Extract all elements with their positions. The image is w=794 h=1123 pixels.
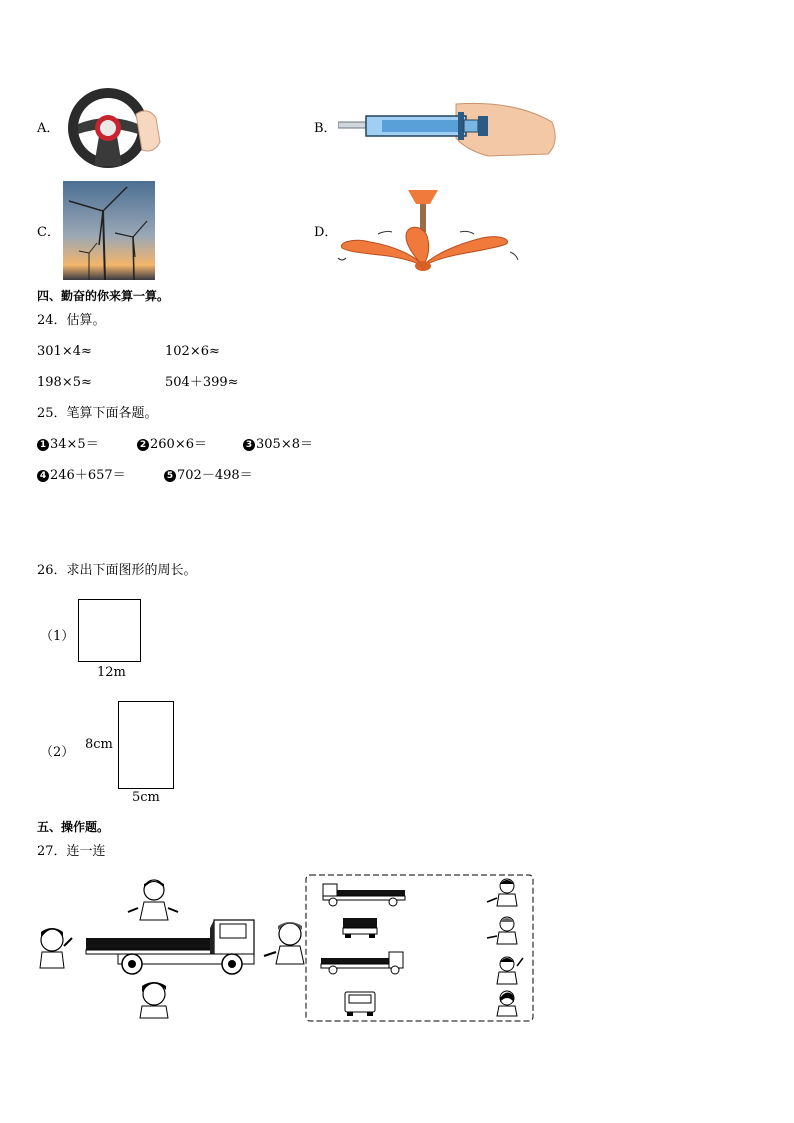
q25-item-1 xyxy=(37,437,99,453)
square-figure xyxy=(78,599,141,662)
wind-turbines-image xyxy=(63,181,155,280)
syringe-image xyxy=(338,98,560,160)
q24-item-4: 504＋399≈ xyxy=(165,375,239,390)
figure-2-label: （2） xyxy=(40,745,75,760)
q24-item-3: 198×5≈ xyxy=(37,375,92,390)
q27-title: 27．连一连 xyxy=(37,844,106,859)
views-matching-box xyxy=(305,874,535,1024)
truck-rear-view-icon xyxy=(343,918,377,938)
rectangle-width-label: 5cm xyxy=(132,790,160,805)
circled-number: 3 xyxy=(243,439,255,451)
steering-wheel-image xyxy=(64,84,166,172)
q25-expr: 260×6＝ xyxy=(150,437,207,452)
option-c-label: C． xyxy=(37,225,60,240)
child-left-icon xyxy=(40,928,72,968)
q25-item-2 xyxy=(137,437,207,453)
q25-item-3 xyxy=(243,437,313,453)
child-view-1-icon xyxy=(487,879,517,906)
circled-number: 1 xyxy=(37,439,49,451)
circled-number: 5 xyxy=(164,470,176,482)
q25-title: 25．笔算下面各题。 xyxy=(37,406,158,421)
child-top-icon xyxy=(128,880,178,920)
q25-expr: 702－498＝ xyxy=(177,468,253,483)
circled-number: 2 xyxy=(137,439,149,451)
child-bottom-icon xyxy=(140,982,168,1018)
q25-item-5 xyxy=(164,468,253,484)
truck-icon xyxy=(86,920,254,974)
rectangle-height-label: 8cm xyxy=(85,737,113,752)
child-view-4-icon xyxy=(497,991,517,1016)
ceiling-fan-image xyxy=(336,186,522,276)
child-view-2-icon xyxy=(487,917,517,944)
truck-front-view-icon xyxy=(345,992,375,1016)
square-side-label: 12m xyxy=(97,665,126,680)
truck-side-view-2-icon xyxy=(321,952,403,974)
child-view-3-icon xyxy=(497,957,523,984)
option-b-label: B． xyxy=(314,121,337,136)
figure-1-label: （1） xyxy=(40,629,75,644)
q25-expr: 34×5＝ xyxy=(50,437,99,452)
circled-number: 4 xyxy=(37,470,49,482)
option-a-label: A． xyxy=(37,121,60,136)
rectangle-figure xyxy=(118,701,174,789)
truck-and-children-illustration xyxy=(38,876,310,1020)
q24-item-1: 301×4≈ xyxy=(37,344,92,359)
section-5-title: 五、操作题。 xyxy=(37,820,110,834)
child-right-icon xyxy=(264,922,304,964)
q24-title: 24．估算。 xyxy=(37,313,106,328)
option-d-label: D． xyxy=(314,225,338,240)
section-4-title: 四、勤奋的你来算一算。 xyxy=(37,289,170,303)
q25-expr: 246＋657＝ xyxy=(50,468,126,483)
q24-item-2: 102×6≈ xyxy=(165,344,220,359)
truck-side-view-icon xyxy=(323,884,405,906)
q26-title: 26．求出下面图形的周长。 xyxy=(37,563,197,578)
q25-expr: 305×8＝ xyxy=(256,437,313,452)
q25-item-4 xyxy=(37,468,126,484)
